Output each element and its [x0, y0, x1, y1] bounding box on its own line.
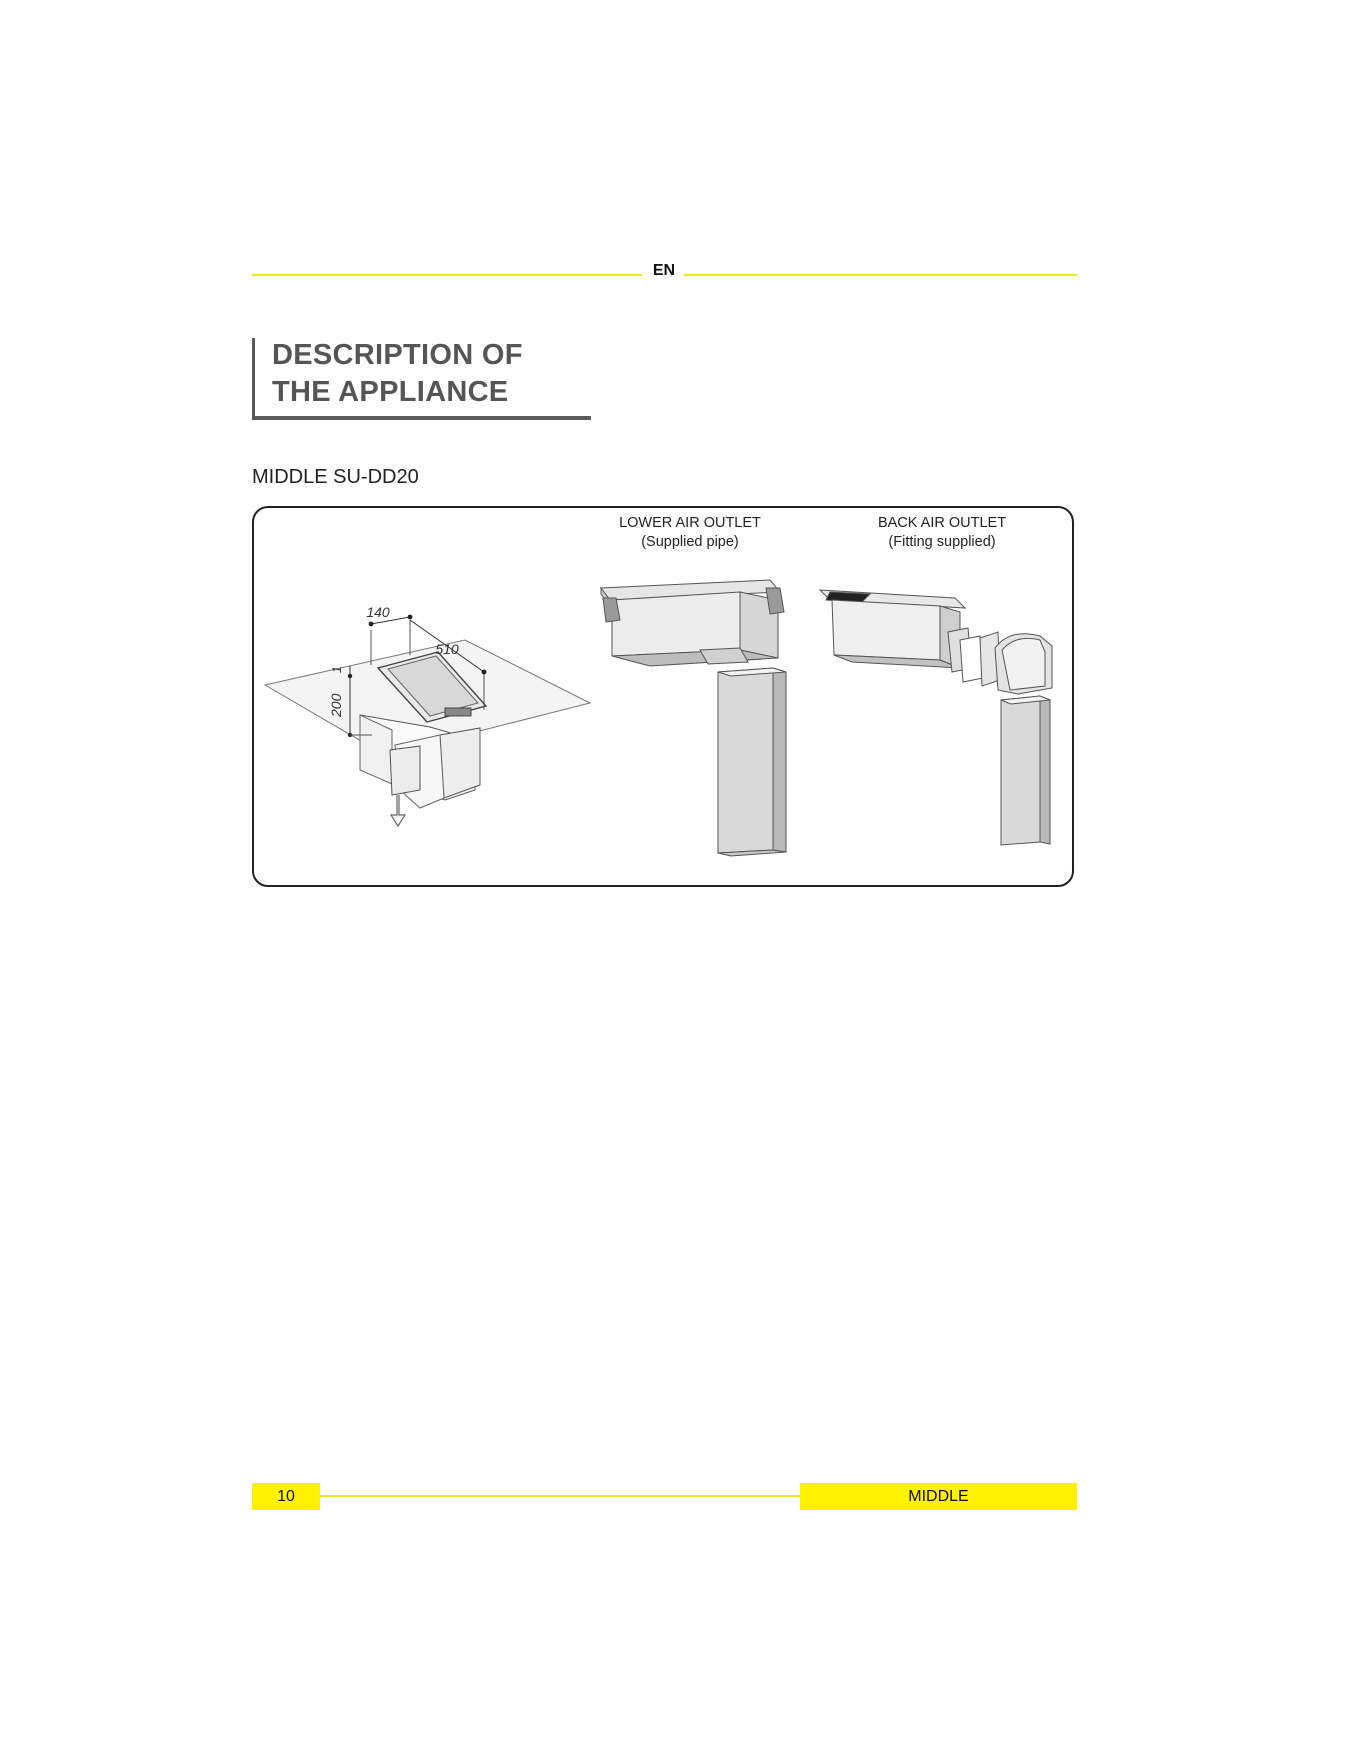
dimension-label-200: 200: [328, 693, 344, 717]
page-number: 10: [252, 1483, 320, 1510]
footer-rule: [320, 1495, 801, 1497]
caption-lower-title: LOWER AIR OUTLET: [619, 515, 761, 531]
dimension-label-140: 140: [366, 604, 390, 620]
caption-back-title: BACK AIR OUTLET: [877, 515, 1007, 531]
language-label: EN: [652, 262, 676, 279]
model-title: MIDDLE SU-DD20: [252, 466, 419, 488]
dimension-label-1: 1: [330, 666, 344, 673]
section-title-line2: THE APPLIANCE: [272, 376, 509, 408]
installation-dimension-drawing: [265, 615, 590, 826]
footer-model-name: MIDDLE: [800, 1483, 1077, 1510]
section-title-line1: DESCRIPTION OF: [272, 339, 523, 371]
back-air-outlet-drawing: [820, 590, 1052, 845]
caption-back-subtitle: (Fitting supplied): [888, 534, 996, 550]
lower-air-outlet-drawing: [601, 580, 786, 856]
caption-lower-subtitle: (Supplied pipe): [641, 534, 739, 550]
dimension-label-510: 510: [435, 641, 459, 657]
